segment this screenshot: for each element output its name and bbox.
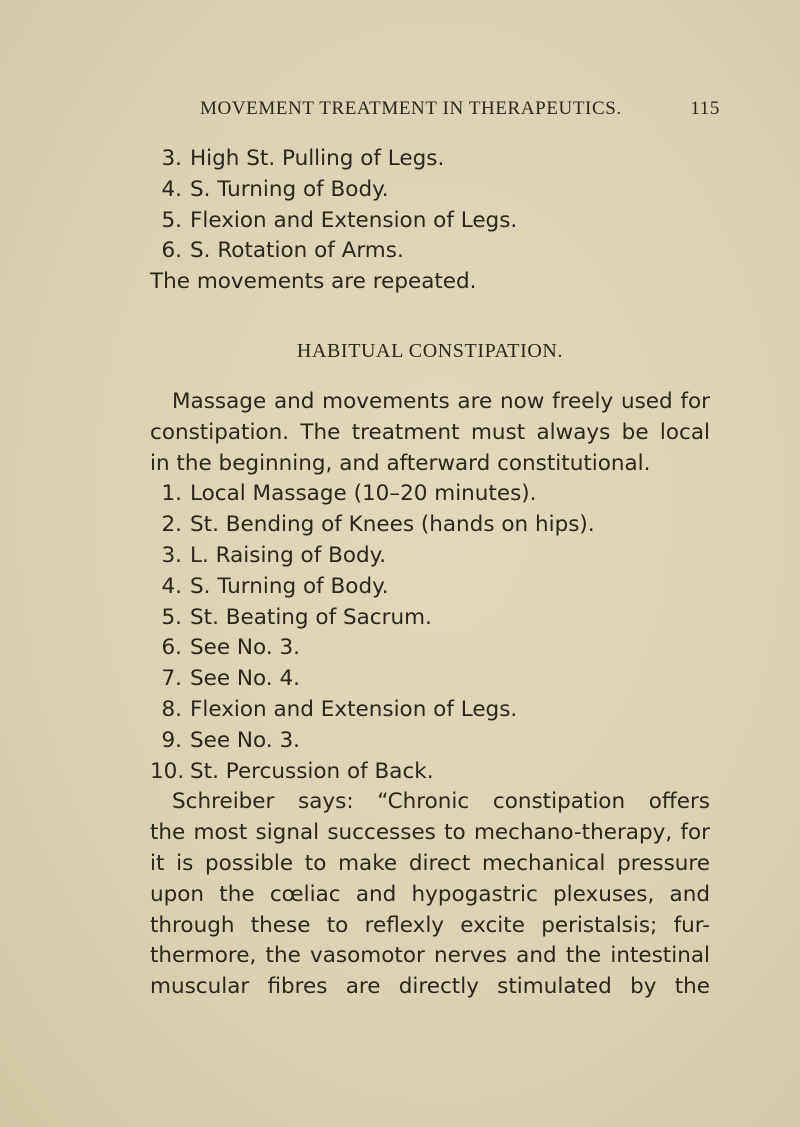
paragraph-line: in the beginning, and afterward constitutional.	[150, 450, 651, 476]
quote-line: upon the cœliac and hypogastric plexuses, and	[150, 881, 710, 907]
list-item: 9. See No. 3.	[161, 727, 300, 753]
list-item: 7. See No. 4.	[161, 666, 300, 692]
list-item: 6. See No. 3.	[161, 635, 300, 661]
quote-line: the most signal successes to mechano-therapy, for	[150, 820, 710, 846]
quote-line: muscular fibres are directly stimulated by the	[150, 974, 710, 1000]
paragraph-line: constipation. The treatment must always be local	[150, 419, 710, 445]
list-item: 2. St. Bending of Knees (hands on hips).	[161, 512, 595, 538]
quote-line: it is possible to make direct mechanical pressure	[150, 850, 710, 876]
paragraph-line: Massage and movements are now freely used for	[172, 389, 710, 414]
list-item: 6. S. Rotation of Arms.	[161, 238, 404, 264]
list-item: 10. St. Percussion of Back.	[150, 758, 434, 784]
continued-list	[150, 144, 710, 298]
list-item: 1. Local Massage (10–20 minutes).	[161, 481, 537, 507]
section-heading: HABITUAL CONSTIPATION.	[296, 340, 564, 362]
list-item: 3. High St. Pulling of Legs.	[161, 146, 445, 171]
page-number: 115	[690, 98, 720, 119]
list-item: 3. L. Raising of Body.	[161, 542, 387, 568]
repetition-note: The movements are repeated.	[150, 269, 477, 295]
section-body	[150, 387, 710, 1003]
quote-line: through these to reflexly excite peristalsis; fur-	[150, 912, 710, 938]
quote-line: thermore, the vasomotor nerves and the intestinal	[150, 943, 710, 969]
list-item: 4. S. Turning of Body.	[161, 573, 389, 599]
list-item: 5. Flexion and Extension of Legs.	[161, 207, 518, 233]
running-title: MOVEMENT TREATMENT IN THERAPEUTICS.	[200, 98, 622, 119]
list-item: 4. S. Turning of Body.	[161, 176, 389, 202]
list-item: 8. Flexion and Extension of Legs.	[161, 696, 518, 722]
quote-line: Schreiber says: “Chronic constipation offers	[172, 789, 710, 815]
list-item: 5. St. Beating of Sacrum.	[161, 604, 432, 630]
running-header	[200, 98, 720, 120]
